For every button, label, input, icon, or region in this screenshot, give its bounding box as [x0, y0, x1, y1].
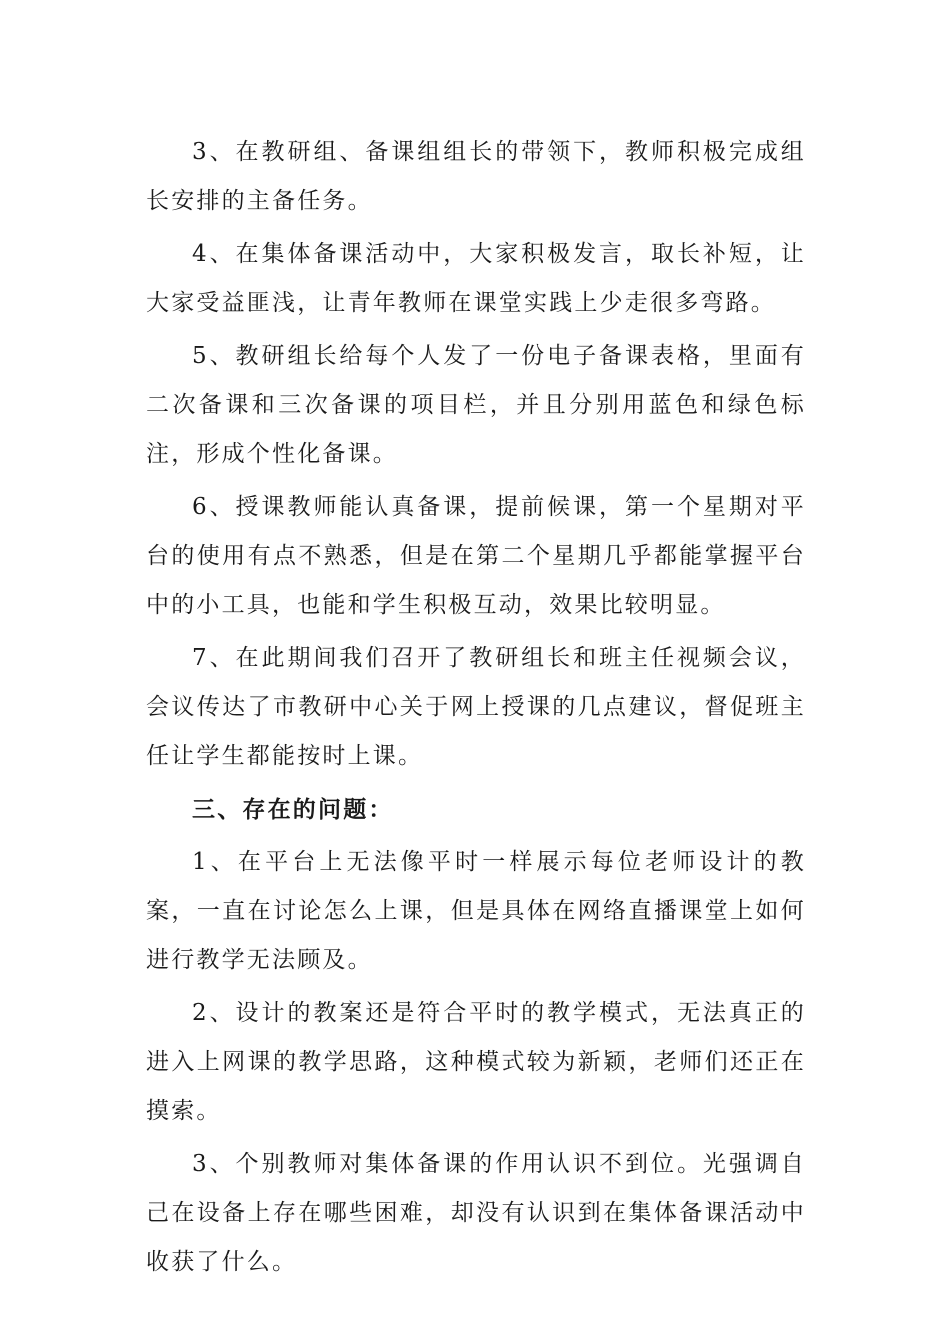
- paragraph-item-5: 5、教研组长给每个人发了一份电子备课表格，里面有二次备课和三次备课的项目栏，并且分别用蓝色和绿色标注，形成个性化备课。: [146, 343, 806, 467]
- problem-item-2: 2、设计的教案还是符合平时的教学模式，无法真正的进入上网课的教学思路，这种模式较为新颖，老师们还正在摸索。: [146, 1000, 806, 1124]
- paragraph-item-6: 6、授课教师能认真备课，提前候课，第一个星期对平台的使用有点不熟悉，但是在第二个星期几乎都能掌握平台中的小工具，也能和学生积极互动，效果比较明显。: [146, 494, 806, 618]
- paragraph-item-3: 3、在教研组、备课组组长的带领下，教师积极完成组长安排的主备任务。: [146, 139, 806, 214]
- problem-item-3: 3、个别教师对集体备课的作用认识不到位。光强调自己在设备上存在哪些困难，却没有认识到在集体备课活动中收获了什么。: [146, 1151, 806, 1275]
- section-heading: 三、存在的问题：: [192, 796, 394, 823]
- document-body: [146, 128, 806, 1291]
- problem-item-1: 1、在平台上无法像平时一样展示每位老师设计的教案，一直在讨论怎么上课，但是具体在网络直播课堂上如何进行教学无法顾及。: [146, 849, 806, 973]
- paragraph-item-4: 4、在集体备课活动中，大家积极发言，取长补短，让大家受益匪浅，让青年教师在课堂实践上少走很多弯路。: [146, 241, 806, 316]
- paragraph-item-7: 7、在此期间我们召开了教研组长和班主任视频会议，会议传达了市教研中心关于网上授课的几点建议，督促班主任让学生都能按时上课。: [146, 645, 806, 769]
